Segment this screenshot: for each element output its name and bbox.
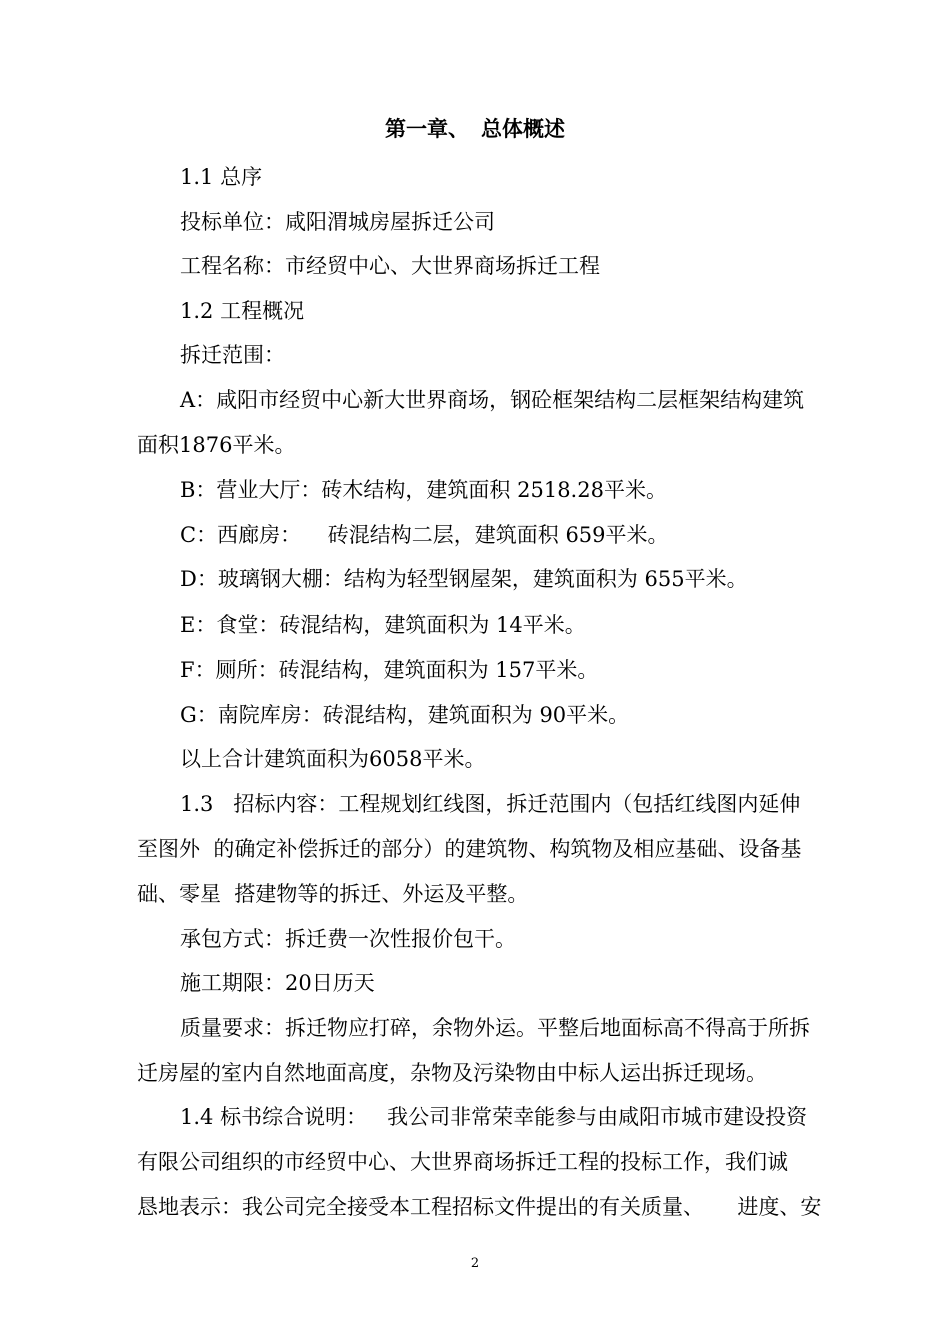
project-name-paragraph <box>137 244 867 289</box>
paragraph-line: C：西廊房： 砖混结构二层，建筑面积 659平米。 <box>180 523 669 547</box>
paragraph-line: 面积1876平米。 <box>137 433 296 457</box>
paragraph-line: 承包方式：拆迁费一次性报价包干。 <box>180 927 516 951</box>
item-g-paragraph <box>137 693 867 738</box>
chapter-title: 总体概述 <box>481 117 565 141</box>
page-number: 2 <box>470 1256 480 1271</box>
paragraph-line: 施工期限：20日历天 <box>180 971 375 995</box>
item-a-paragraph <box>137 378 867 468</box>
paragraph-line: 质量要求：拆迁物应打碎，余物外运。平整后地面标高不得高于所拆 <box>180 1016 810 1040</box>
item-c-paragraph <box>137 513 867 558</box>
paragraph-line: 1.3 招标内容：工程规划红线图，拆迁范围内（包括红线图内延伸 <box>180 792 801 816</box>
paragraph-line: 1.4 标书综合说明： 我公司非常荣幸能参与由咸阳市城市建设投资 <box>180 1105 808 1129</box>
quality-requirement-paragraph <box>137 1006 867 1096</box>
paragraph-line: E：食堂：砖混结构，建筑面积为 14平米。 <box>180 613 586 637</box>
item-f-paragraph <box>137 648 867 693</box>
section-1-4-paragraph <box>137 1095 867 1230</box>
paragraph-line: 1.1 总序 <box>180 165 263 189</box>
section-heading-1-1 <box>137 155 867 200</box>
paragraph-line: 础、零星 搭建物等的拆迁、外运及平整。 <box>137 882 529 906</box>
chapter-heading <box>0 112 950 146</box>
paragraph-line: 恳地表示：我公司完全接受本工程招标文件提出的有关质量、 进度、安 <box>137 1195 822 1219</box>
paragraph-line: 迁房屋的室内自然地面高度，杂物及污染物由中标人运出拆迁现场。 <box>137 1061 767 1085</box>
paragraph-line: 至图外 的确定补偿拆迁的部分）的建筑物、构筑物及相应基础、设备基 <box>137 837 802 861</box>
paragraph-line: D：玻璃钢大棚：结构为轻型钢屋架，建筑面积为 655平米。 <box>180 567 748 591</box>
paragraph-line: 拆迁范围： <box>180 343 285 367</box>
contract-mode-paragraph <box>137 917 867 962</box>
item-b-paragraph <box>137 468 867 513</box>
paragraph-line: A：咸阳市经贸中心新大世界商场，钢砼框架结构二层框架结构建筑 <box>180 388 805 412</box>
paragraph-line: 投标单位：咸阳渭城房屋拆迁公司 <box>180 210 495 234</box>
paragraph-line: 有限公司组织的市经贸中心、大世界商场拆迁工程的投标工作，我们诚 <box>137 1150 788 1174</box>
section-1-3-paragraph <box>137 782 867 917</box>
item-d-paragraph <box>137 557 867 602</box>
paragraph-line: F：厕所：砖混结构，建筑面积为 157平米。 <box>180 658 599 682</box>
total-area-paragraph <box>137 737 867 782</box>
paragraph-line: 以上合计建筑面积为6058平米。 <box>180 747 486 771</box>
section-heading-1-2 <box>137 289 867 334</box>
paragraph-line: G：南院库房：砖混结构，建筑面积为 90平米。 <box>180 703 630 727</box>
paragraph-line: B：营业大厅：砖木结构，建筑面积 2518.28平米。 <box>180 478 667 502</box>
paragraph-line: 工程名称：市经贸中心、大世界商场拆迁工程 <box>180 254 600 278</box>
construction-period-paragraph <box>137 961 867 1006</box>
item-e-paragraph <box>137 603 867 648</box>
paragraph-line: 1.2 工程概况 <box>180 299 305 323</box>
scope-label-paragraph <box>137 333 867 378</box>
chapter-number: 第一章、 <box>385 117 469 141</box>
bidder-paragraph <box>137 200 867 245</box>
